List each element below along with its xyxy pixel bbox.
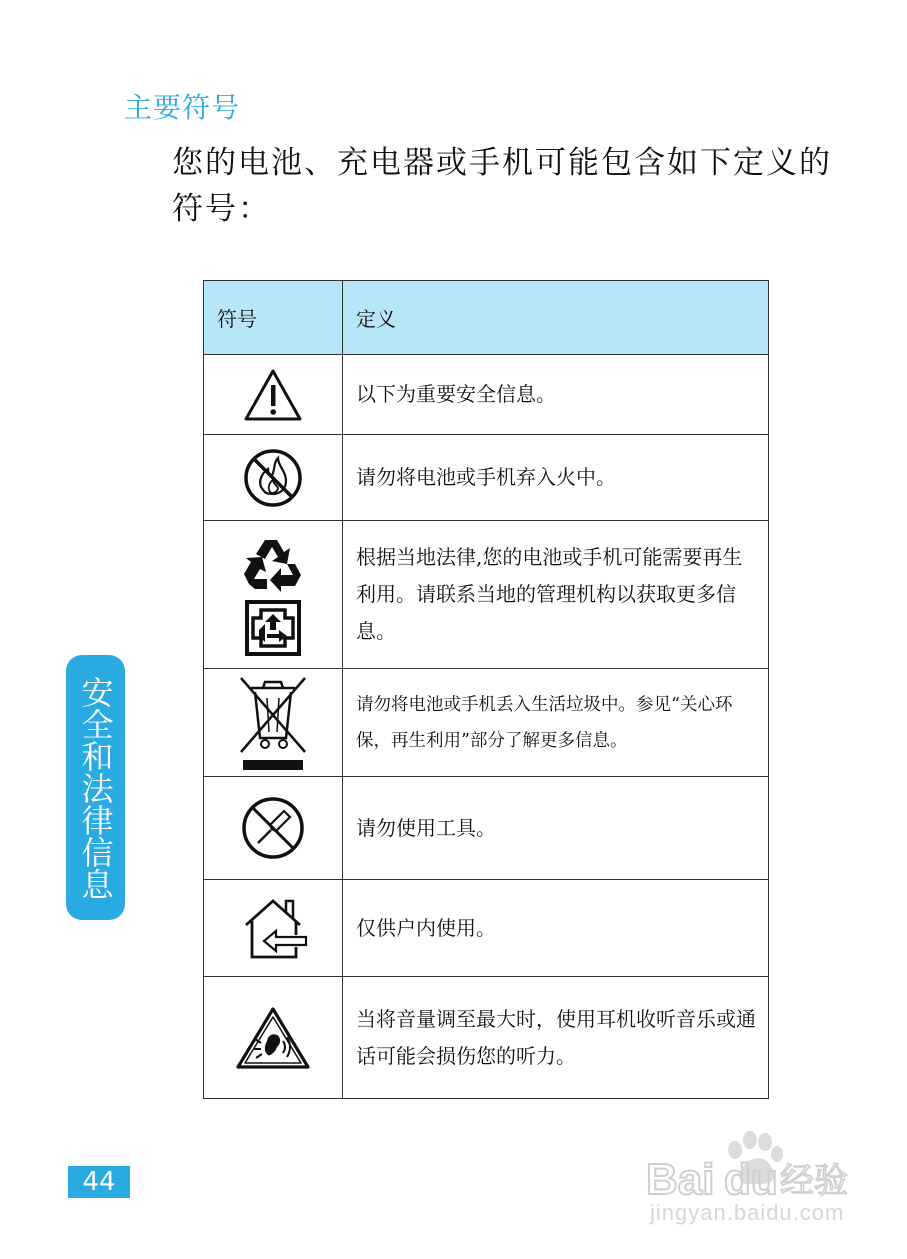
- warning-triangle-icon: [242, 367, 304, 423]
- table-row: [204, 521, 769, 669]
- svg-text:du: du: [724, 1155, 778, 1204]
- no-fire-icon: [242, 447, 304, 509]
- definition-text: 请勿将电池或手机弃入火中。: [343, 435, 769, 521]
- definition-text: 以下为重要安全信息。: [343, 355, 769, 435]
- section-heading: 主要符号: [124, 91, 241, 124]
- side-tab-label: 安全和法律信息: [76, 675, 115, 900]
- svg-text:经验: 经验: [780, 1161, 848, 1201]
- no-tools-icon: [240, 795, 306, 861]
- definition-text: 仅供户内使用。: [343, 880, 769, 977]
- page-number: 44: [68, 1166, 130, 1198]
- definition-text: 请勿使用工具。: [343, 777, 769, 880]
- recycle-icon: [243, 534, 303, 592]
- table-row: [204, 669, 769, 777]
- hearing-warning-icon: [235, 1005, 311, 1071]
- battery-recycle-icon: [245, 600, 301, 656]
- indoor-use-icon: [238, 895, 308, 961]
- definition-text: 请勿将电池或手机丢入生活垃圾中。参见“关心环保，再生利用”部分了解更多信息。: [343, 669, 769, 777]
- crossed-out-bin-icon: [237, 674, 309, 772]
- table-header-row: [204, 281, 769, 355]
- svg-text:jingyan.baidu.com: jingyan.baidu.com: [650, 1200, 845, 1225]
- symbol-table: [203, 280, 769, 1099]
- table-row: [204, 355, 769, 435]
- definition-text: 根据当地法律,您的电池或手机可能需要再生利用。请联系当地的管理机构以获取更多信息。: [343, 521, 769, 669]
- baidu-jingyan-watermark: [640, 1120, 870, 1230]
- section-side-tab: [66, 655, 125, 920]
- table-row: [204, 777, 769, 880]
- intro-paragraph: 您的电池、充电器或手机可能包含如下定义的符号：: [172, 145, 832, 227]
- header-definition: 定义: [343, 281, 769, 355]
- table-row: [204, 977, 769, 1099]
- table-row: [204, 435, 769, 521]
- definition-text: 当将音量调至最大时，使用耳机收听音乐或通话可能会损伤您的听力。: [343, 977, 769, 1099]
- svg-text:Bai: Bai: [646, 1155, 715, 1204]
- header-symbol: 符号: [204, 281, 343, 355]
- table-row: [204, 880, 769, 977]
